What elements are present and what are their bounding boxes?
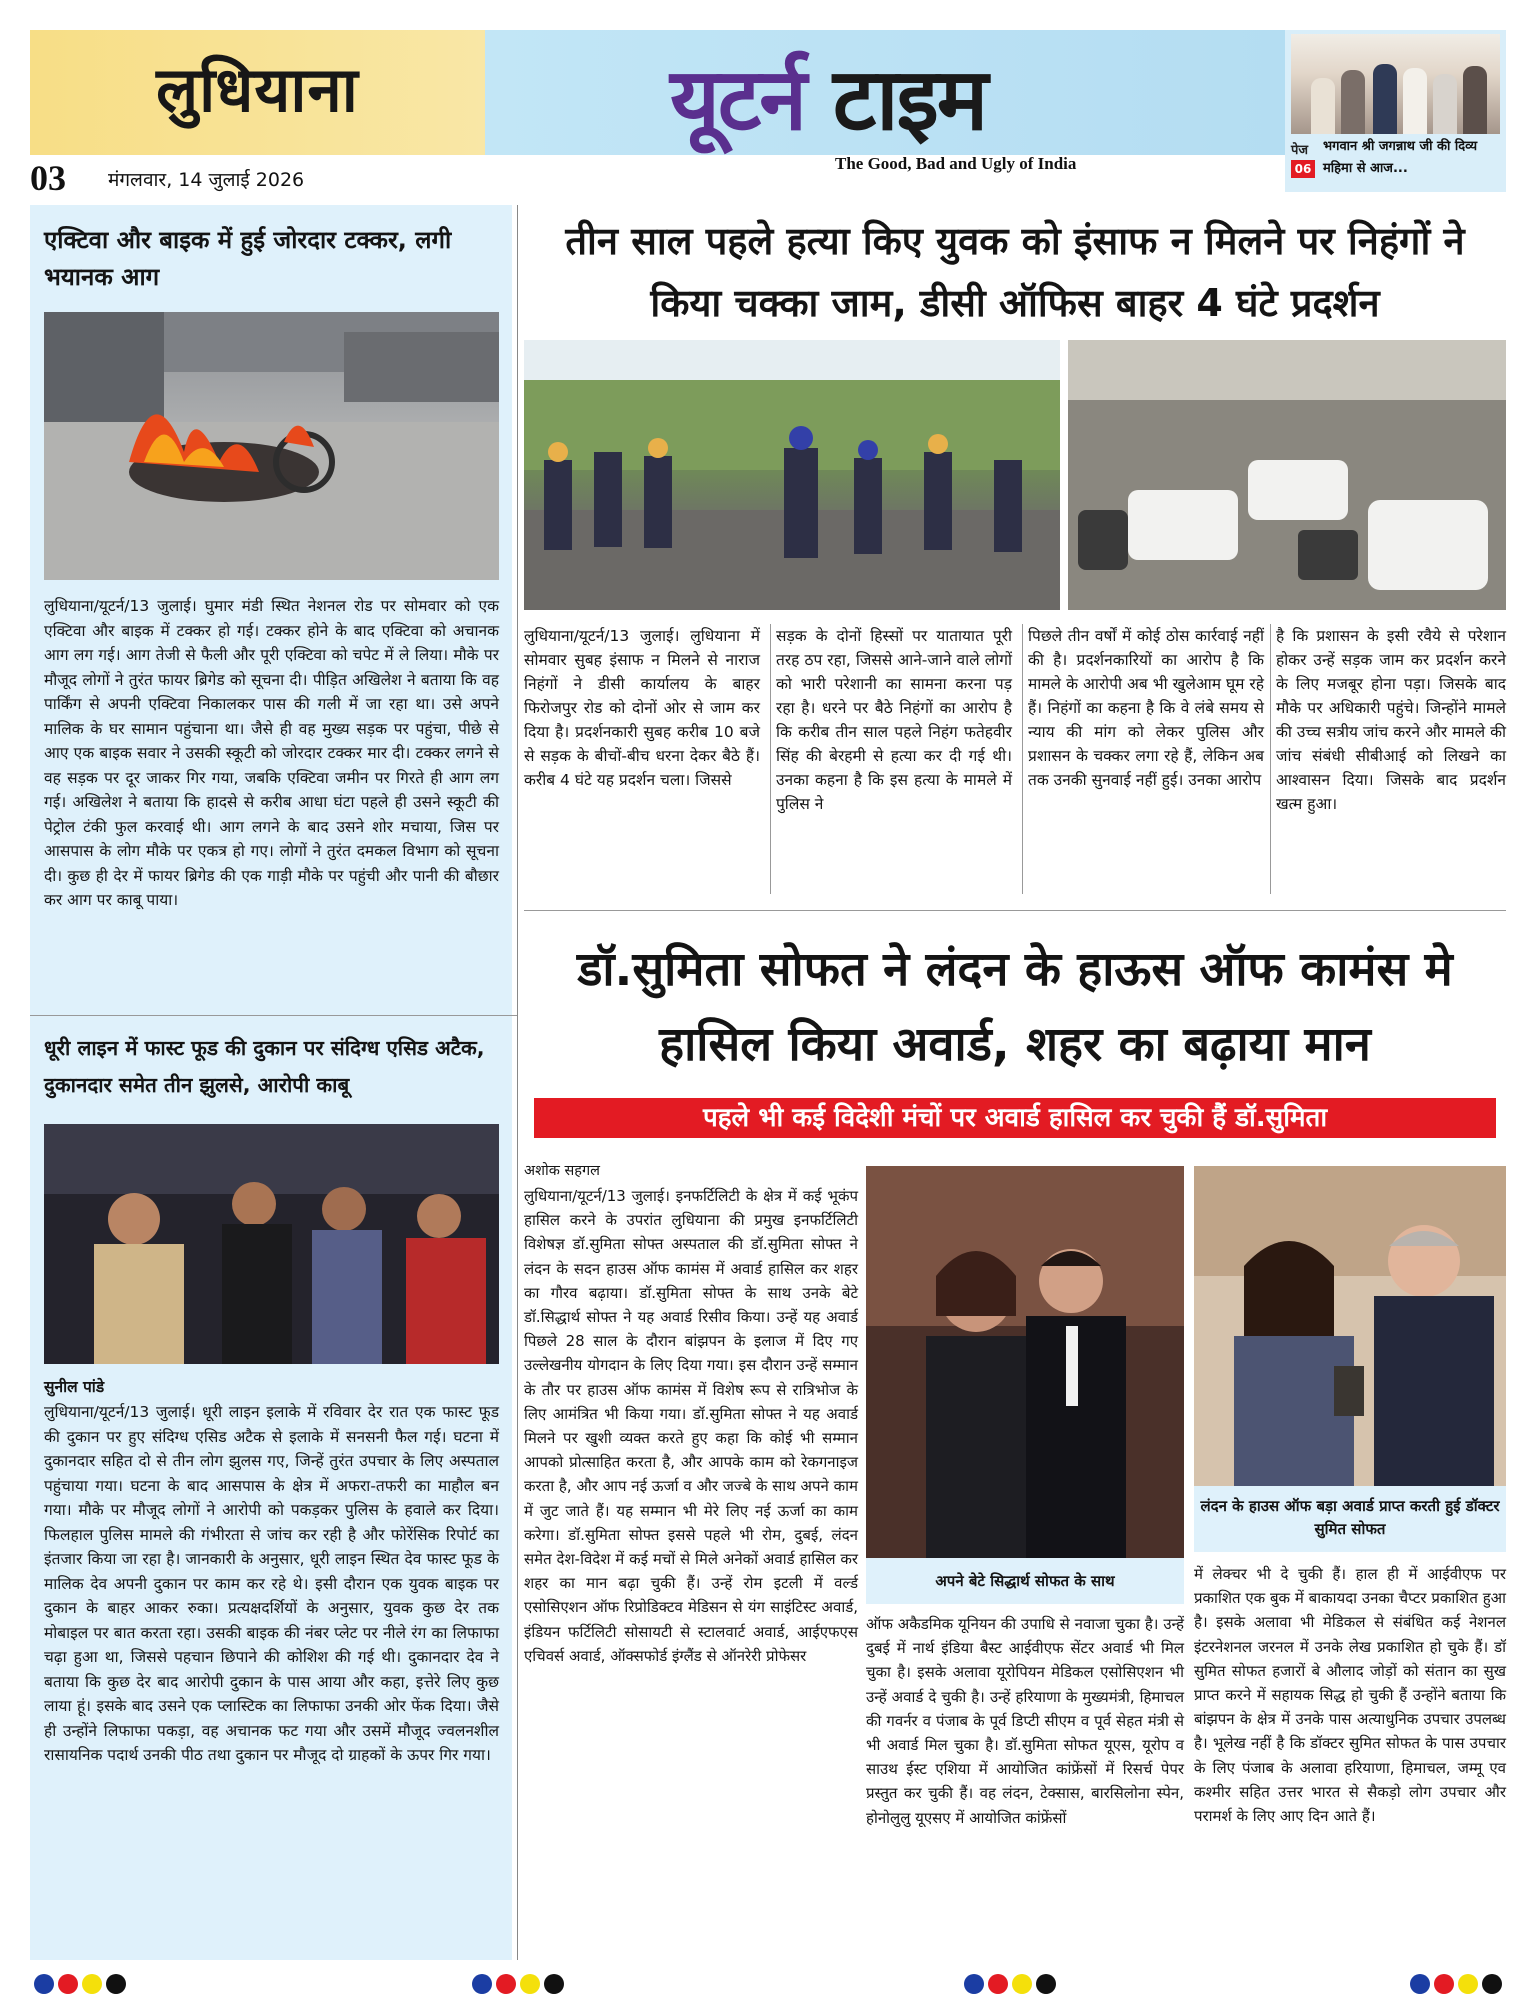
award-photo-receiving (1194, 1166, 1506, 1486)
page-number: 03 (30, 158, 66, 198)
right-top-column-1: लुधियाना/यूटर्न/13 जुलाई। लुधियाना में सोमवार सुबह इंसाफ न मिलने से नाराज निहंगों ने डीसी कार्यालय के बाहर फिरोजपुर रोड को दोनों ओर से जाम कर दिया है। प्रदर्शनकारी सुबह करीब 10 बजे से सड़क के बीचों-बीच धरना देकर बैठे हैं। करीब 4 घंटे यह प्रदर्शन चला। जिससे (524, 627, 760, 789)
registration-marks-far-right (1410, 1974, 1502, 1994)
protest-photo-1 (524, 340, 1060, 610)
masthead (30, 30, 1506, 198)
column-divider (517, 205, 518, 1960)
left-story-2-photo (44, 1124, 499, 1364)
award-handover-illustration (1194, 1166, 1506, 1486)
registration-marks-right (964, 1974, 1056, 1994)
protest-crowd-illustration (524, 340, 1060, 610)
right-main-headline[interactable]: डॉ.सुमिता सोफत ने लंदन के हाऊस ऑफ कामंस मे हासिल किया अवार्ड, शहर का बढ़ाया मान (577, 942, 1453, 1072)
right-main-byline: अशोक सहगल (524, 1163, 600, 1179)
right-top-column-2: सड़क के दोनों हिस्सों पर यातायात पूरी तरह ठप रहा, जिससे आने-जाने वाले लोगों को भारी परेशानी का सामना करना पड़ रहा है। धरने पर बैठे निहंगों का आरोप है कि करीब तीन साल पहले निहंग फतेहवीर सिंह की बेरहमी से हत्या कर दी गई थी। उनका कहना है कि इस हत्या के मामले में पुलिस ने (776, 627, 1012, 813)
right-top-headline[interactable]: तीन साल पहले हत्या किए युवक को इंसाफ न मिलने पर निहंगों ने किया चक्का जाम, डीसी ऑफिस बाहर 4 घंटे प्रदर्शन (565, 219, 1465, 325)
teaser-photo (1291, 34, 1500, 134)
logo-part-1: यूटर्न (670, 49, 805, 150)
left-story-1-body: लुधियाना/यूटर्न/13 जुलाई। घुमार मंडी स्थित नेशनल रोड पर सोमवार को एक एक्टिवा और बाइक में टक्कर हो गई। टक्कर होने के बाद एक्टिवा को अचानक आग लग गई। आग तेजी से फैली और पूरी एक्टिवा को चपेट में ले लिया। मौके पर मौजूद लोगों ने तुरंत फायर ब्रिगेड को सूचना दी। पीड़ित अखिलेश ने बताया कि वह पार्किंग से अपनी एक्टिवा निकालकर पास की गली में जा रहा था। उसे अपने मालिक के घर सामान पहुंचाना था। जैसे ही वह मुख्य सड़क पर पहुंचा, पीछे से आए एक बाइक सवार ने उसकी स्कूटी को जोरदार टक्कर मार दी। टक्कर लगने से वह सड़क पर दूर जाकर गिर गया, जबकि एक्टिवा जमीन पर गिरते ही आग लग गई। अखिलेश ने बताया कि हादसे से करीब आधा घंटा पहले ही उसने स्कूटी की पेट्रोल टंकी फुल करवाई थी। आग लगने के बाद उसने शोर मचाया, जिस पर आसपास के लोग मौके पर एकत्र हो गए। लोगों ने तुरंत दमकल विभाग को सूचना दी। कुछ ही देर में फायर ब्रिगेड की एक गाड़ी मौके पर पहुंची और पानी की बौछार कर आग पर काबू पाया। (44, 597, 499, 909)
masthead-city-band (30, 30, 485, 155)
burning-scooter-illustration (44, 312, 499, 580)
right-top-column-divider (1270, 624, 1271, 894)
right-main-body-col3: में लेक्चर भी दे चुकी हैं। हाल ही में आईवीएफ पर प्रकाशित एक बुक में बाकायदा उनका चैप्टर प्रकाशित हुआ है। इसके अलावा भी मेडिकल से संबंधित कई नेशनल इंटरनेशनल जरनल में उनके लेख प्रकाशित हो चुके हैं। डॉ सुमित सोफत हजारों बे औलाद जोड़ों को संतान का सुख प्राप्त करने में सहायक सिद्ध हो चुकी हैं उन्होंने बताया कि बांझपन के क्षेत्र में उनके पास अत्याधुनिक उपचार उपलब्ध है। भूलेख नहीं है कि डॉक्टर सुमित सोफत के पास उपचार के लिए पंजाब के अलावा हरियाणा, हिमाचल, जम्मू एव कश्मीर सहित उत्तर भारत से सैकड़ो लोग उपचार और परामर्श के लिए आए दिन आते हैं। (1194, 1565, 1506, 1826)
teaser-text: भगवान श्री जगन्नाथ जी की दिव्य महिमा से आज... (1323, 139, 1478, 176)
right-story-divider (524, 910, 1506, 911)
left-story-2-body: लुधियाना/यूटर्न/13 जुलाई। धूरी लाइन इलाके में रविवार देर रात एक फास्ट फूड की दुकान पर हुए संदिग्ध एसिड अटैक से इलाके में सनसनी फैल गई। घटना में दुकानदार सहित दो से तीन लोग झुलस गए, जिन्हें तुरंत उपचार के लिए अस्पताल पहुंचाया गया। घटना के बाद आसपास के क्षेत्र में अफरा-तफरी का माहौल बन गया। मौके पर मौजूद लोगों ने आरोपी को पकड़कर पुलिस के हवाले कर दिया। फिलहाल पुलिस मामले की गंभीरता से जांच कर रही है और फोरेंसिक रिपोर्ट का इंतजार किया जा रहा है। जानकारी के अनुसार, धूरी लाइन स्थित देव फास्ट फूड के मालिक देव अपनी दुकान पर काम कर रहे थे। इसी दौरान एक युवक बाइक पर दुकान के बाहर आकर रुका। प्रत्यक्षदर्शियों के अनुसार, युवक कुछ देर तक मोबाइल पर बात करता रहा। उसकी बाइक की नंबर प्लेट पर नीले रंग का लिफाफा चढ़ा हुआ था, जिससे पहचान छिपाने की कोशिश की गई थी। दुकानदार देव ने बताया कि कुछ देर बाद आरोपी दुकान के पास आया और कहा, इत्तेरे लिए कुछ लाया हूं। इसके बाद उसने एक प्लास्टिक का लिफाफा उनकी ओर फेंक दिया। जैसे ही उन्होंने लिफाफा पकड़ा, वह अचानक फट गया और उसमें मौजूद ज्वलनशील रासायनिक पदार्थ उनकी पीठ तथा दुकान पर मौजूद दो ग्राहकों के ऊपर गिर गया। (44, 1403, 499, 1764)
left-story-1-headline[interactable]: एक्टिवा और बाइक में हुई जोरदार टक्कर, लगी भयानक आग (44, 226, 452, 291)
left-story-2-headline[interactable]: धूरी लाइन में फास्ट फूड की दुकान पर संदिग्ध एसिड अटैक, दुकानदार समेत तीन झुलसे, आरोपी काबू (44, 1036, 485, 1097)
registration-marks-left (34, 1974, 126, 1994)
photo-caption-1: अपने बेटे सिद्धार्थ सोफत के साथ (866, 1558, 1184, 1604)
teaser-box[interactable] (1285, 30, 1506, 192)
issue-date: मंगलवार, 14 जुलाई 2026 (108, 169, 305, 191)
right-top-column-divider (770, 624, 771, 894)
left-story-divider (30, 1015, 517, 1016)
edition-city: लुधियाना (156, 53, 359, 126)
award-photo-with-son (866, 1166, 1184, 1558)
logo-part-2: टाइम (832, 49, 987, 150)
right-main-subheadline-banner: पहले भी कई विदेशी मंचों पर अवार्ड हासिल कर चुकी हैं डॉ.सुमिता (534, 1098, 1496, 1138)
two-people-illustration (866, 1166, 1184, 1558)
right-top-column-divider (1022, 624, 1023, 894)
left-story-2-byline: सुनील पांडे (44, 1378, 105, 1396)
right-main-body-col1: लुधियाना/यूटर्न/13 जुलाई। इनफर्टिलिटी के क्षेत्र में कई भूकंप हासिल करने के उपरांत लुधियाना की प्रमुख इनफर्टिलिटी विशेषज्ञ डॉ.सुमिता सोफ्त अस्पताल की डॉ.सुमिता सोफ्त ने लंदन के सदन हाउस ऑफ कामंस में अवार्ड हासिल कर शहर का गौरव बढ़ाया। डॉ.सुमिता सोफ्त के साथ उनके बेटे डॉ.सिद्धार्थ सोफ्त ने यह अवार्ड रिसीव किया। उन्हें यह अवार्ड पिछले 28 साल के दौरान बांझपन के इलाज में दिए गए उल्लेखनीय योगदान के लिए दिया गया। इस दौरान उन्हें सम्मान के तौर पर हाउस ऑफ कामंस में विशेष रूप से रात्रिभोज के लिए आमंत्रित भी किया गया। डॉ.सुमिता सोफ्त ने यह अवार्ड मिलने पर खुशी व्यक्त करते हुए कहा कि कोई भी सम्मान आपको प्रोत्साहित करता है, और आपके काम को रेकगनाइज करता है, और आप नई ऊर्जा व और जज्बे के साथ अपने काम में जुट जाते हैं। यह सम्मान भी मेरे लिए नई ऊर्जा का काम करेगा। डॉ.सुमिता सोफ्त इससे पहले भी रोम, दुबई, लंदन समेत देश-विदेश में कई मचों से मिले अनेकों अवार्ड हासिल कर शहर का मान बढ़ा चुकी हैं। उन्हें रोम इटली में वर्ल्ड एसोसिएशन ऑफ रिप्रोडिक्टव मेडिसन से यंग साइंटिस्ट अवार्ड, इंडियन फर्टिलिटी सोसायटी से स्टालवार्ट अवार्ड, आईएफएस एचिवर्स अवार्ड, ऑक्सफोर्ड इंग्लैंड से ऑनरेरी प्रोफेसर (524, 1187, 858, 1665)
left-story-1-photo (44, 312, 499, 580)
crowd-night-illustration (44, 1124, 499, 1364)
right-main-body-col2: ऑफ अकैडमिक यूनियन की उपाधि से नवाजा चुका है। उन्हें दुबई में नार्थ इंडिया बैस्ट आईवीएफ सेंटर अवार्ड भी मिल चुका है। इसके अलावा यूरोपियन मेडिकल एसोसिएशन भी उन्हें अवार्ड दे चुकी है। उन्हें हरियाणा के मुख्यमंत्री, हिमाचल की गवर्नर व पंजाब के पूर्व डिप्टी सीएम व पूर्व सेहत मंत्री से भी अवार्ड मिल चुका है। डॉ.सुमिता सोफत यूएस, यूरोप व साउथ ईस्ट एशिया में आयोजित कांफ्रेंसों में रिसर्च पेपर प्रस्तुत कर चुकी हैं। वह लंदन, टेक्सास, बारसिलोना स्पेन, होनोलुलु यूएसए में आयोजित कांफ्रेंसों (866, 1615, 1184, 1827)
right-top-column-3: पिछले तीन वर्षों में कोई ठोस कार्रवाई नहीं की है। प्रदर्शनकारियों का आरोप है कि मामले के आरोपी अब भी खुलेआम घूम रहे हैं। निहंगों का कहना है कि वे लंबे समय से न्याय की मांग को लेकर पुलिस और प्रशासन के चक्कर लगा रहे हैं, लेकिन अब तक उनकी सुनवाई नहीं हुई। उनका आरोप (1028, 627, 1264, 789)
protest-photo-2 (1068, 340, 1506, 610)
newspaper-tagline: The Good, Bad and Ugly of India (835, 154, 1077, 173)
right-top-column-4: है कि प्रशासन के इसी रवैये से परेशान होकर उन्हें सड़क जाम कर प्रदर्शन करने के लिए मजबूर होना पड़ा। जिसके बाद मौके पर अधिकारी पहुंचे। जिन्होंने मामले की उच्च सत्रीय जांच करने और मामले की जांच संबंधी सीबीआई को लिखने का आश्वासन दिया। जिसके बाद प्रदर्शन खत्म हुआ। (1276, 627, 1507, 813)
traffic-jam-illustration (1068, 340, 1506, 610)
photo-caption-2: लंदन के हाउस ऑफ बड़ा अवार्ड प्राप्त करती हुई डॉक्टर सुमित सोफत (1194, 1486, 1506, 1552)
newspaper-logo (670, 38, 986, 155)
registration-marks-center (472, 1974, 564, 1994)
teaser-page-number: 06 (1291, 160, 1315, 178)
teaser-page-label: पेज (1291, 143, 1309, 158)
